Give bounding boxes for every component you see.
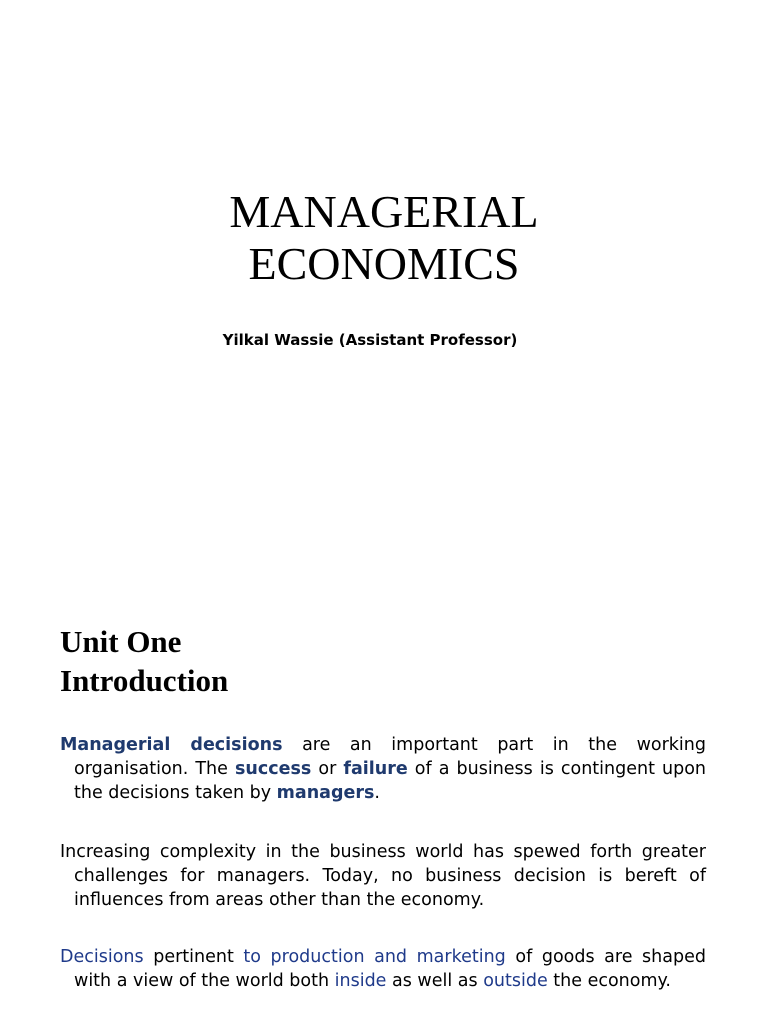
slide-title xyxy=(0,186,768,290)
paragraph-managerial-decisions xyxy=(60,733,706,805)
highlight-success: success xyxy=(234,759,312,779)
highlight-inside: inside xyxy=(334,971,387,991)
highlight-managerial-decisions: Managerial decisions xyxy=(60,735,283,755)
unit-heading-line-2: Introduction xyxy=(60,663,229,698)
highlight-decisions: Decisions xyxy=(60,947,144,967)
highlight-managers: managers xyxy=(276,783,375,803)
unit-heading-line-1: Unit One xyxy=(60,624,182,659)
highlight-failure: failure xyxy=(343,759,408,779)
paragraph-text: the economy. xyxy=(547,971,671,991)
paragraph-text: of goods are shaped with a view of the world both xyxy=(74,947,706,991)
author-name: Yilkal Wassie (Assistant Professor) xyxy=(222,331,518,349)
paragraph-complexity: Increasing complexity in the business world has spewed forth greater challenges for managers. Today, no business decision is bereft of influences from areas other than the economy. xyxy=(60,842,706,910)
paragraph-text: as well as xyxy=(386,971,484,991)
paragraph-text: of a business is contingent upon the decisions taken by xyxy=(74,759,707,803)
title-line-2: ECONOMICS xyxy=(248,238,520,289)
highlight-production-marketing: to production and marketing xyxy=(243,947,506,967)
unit-heading xyxy=(60,622,228,700)
paragraph-text: pertinent xyxy=(143,947,244,967)
highlight-outside: outside xyxy=(483,971,548,991)
title-line-1: MANAGERIAL xyxy=(229,186,539,237)
paragraph-decisions-pertinent xyxy=(60,945,706,993)
paragraph-text: . xyxy=(374,783,380,803)
paragraph-text: or xyxy=(311,759,344,779)
paragraph-text: are an important part in the working organisation. The xyxy=(74,735,706,779)
